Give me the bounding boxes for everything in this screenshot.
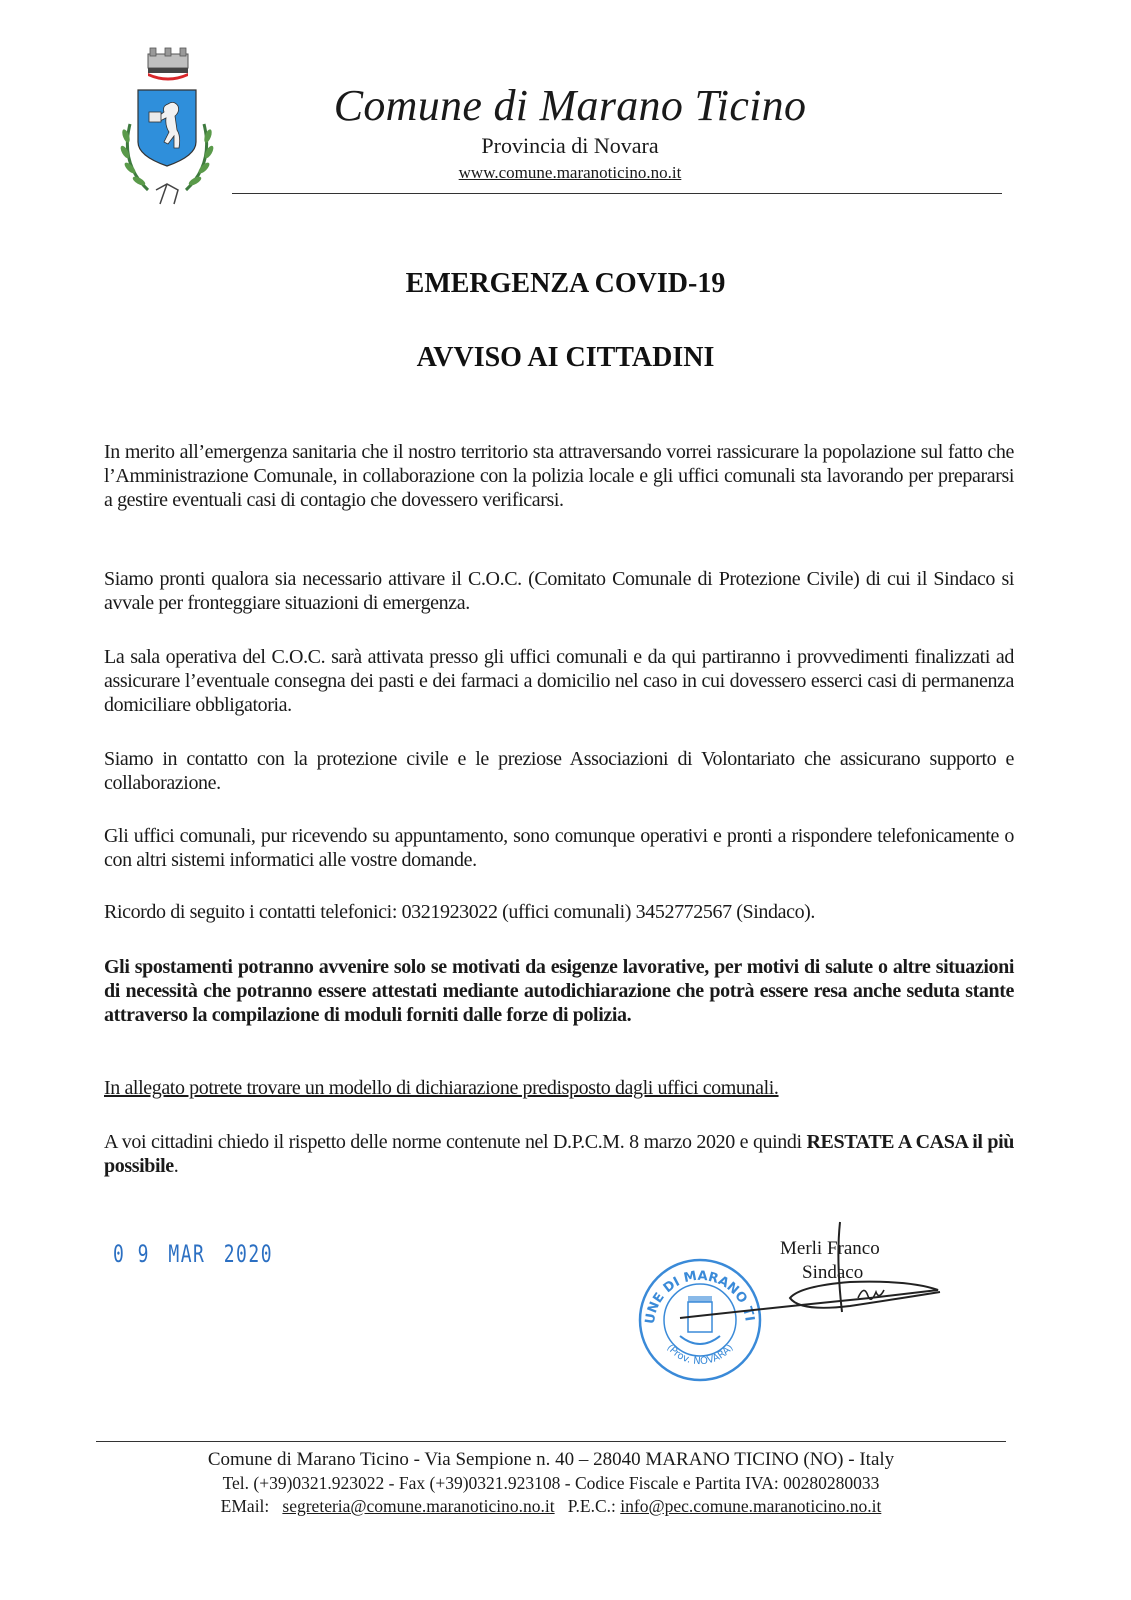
pec-link[interactable]: info@pec.comune.maranoticino.no.it bbox=[620, 1496, 882, 1516]
stay-home-text: A voi cittadini chiedo il rispetto delle norme contenute nel D.P.C.M. 8 marzo 2020 e quindi bbox=[104, 1131, 807, 1153]
footer-address: Comune di Marano Ticino - Via Sempione n. 40 – 28040 MARANO TICINO (NO) - Italy bbox=[207, 1449, 895, 1470]
footer-divider bbox=[96, 1441, 1006, 1442]
paragraph-stay-home bbox=[104, 1130, 1014, 1178]
paragraph-attachment-note: In allegato potrete trovare un modello di dichiarazione predisposto dagli uffici comunali. bbox=[104, 1077, 779, 1099]
paragraph-movement-rules: Gli spostamenti potranno avvenire solo se motivati da esigenze lavorative, per motivi di salute o altre situazioni di necessità che potranno essere attestati mediante autodichiarazione che potrà essere resa anche seduta stante attraverso la compilazione di moduli forniti dalle forze di polizia. bbox=[104, 956, 1014, 1026]
stay-home-end: . bbox=[173, 1155, 179, 1177]
date-stamp-day: 0 9 bbox=[113, 1240, 151, 1268]
footer-phone-fax-vat: Tel. (+39)0321.923022 - Fax (+39)0321.923108 - Codice Fiscale e Partita IVA: 00280280033 bbox=[222, 1473, 880, 1493]
footer-email-line bbox=[96, 1496, 1006, 1517]
paragraph-offices-operational: Gli uffici comunali, pur ricevendo su appuntamento, sono comunque operativi e pronti a rispondere telefonicamente o con altri sistemi informatici alle vostre domande. bbox=[104, 825, 1014, 871]
document-title: EMERGENZA COVID-19 bbox=[405, 268, 726, 299]
website-link[interactable]: www.comune.maranoticino.no.it bbox=[458, 163, 682, 182]
paragraph-phone-contacts: Ricordo di seguito i contatti telefonici: 0321923022 (uffici comunali) 3452772567 (Sindaco). bbox=[104, 901, 816, 923]
stay-home-emphasis: RESTATE A CASA il più possibile bbox=[104, 1131, 1014, 1177]
document-subtitle: AVVISO AI CITTADINI bbox=[416, 342, 715, 373]
paragraph-coc-readiness: Siamo pronti qualora sia necessario attivare il C.O.C. (Comitato Comunale di Protezione Civile) di cui il Sindaco si avvale per fronteggiare situazioni di emergenza. bbox=[104, 568, 1014, 614]
organization-name: Comune di Marano Ticino bbox=[333, 81, 807, 130]
handwritten-signature-icon bbox=[650, 1220, 950, 1340]
crown-icon bbox=[148, 48, 188, 81]
date-stamp bbox=[113, 1240, 279, 1268]
organization-province: Provincia di Novara bbox=[481, 133, 659, 158]
organization-website bbox=[300, 163, 840, 183]
seal-bottom-text: (Prov. NOVARA) bbox=[664, 1342, 736, 1368]
paragraph-operations-room: La sala operativa del C.O.C. sarà attivata presso gli uffici comunali e da qui partiranno i provvedimenti finalizzati ad assicurare l’eventuale consegna dei pasti e dei farmaci a domicilio nel caso in cui dovessero esserci casi di permanenza domiciliare obbligatoria. bbox=[104, 646, 1014, 716]
email-label: EMail: bbox=[220, 1496, 270, 1516]
signer-role: Sindaco bbox=[802, 1262, 864, 1283]
email-link[interactable]: segreteria@comune.maranoticino.no.it bbox=[282, 1496, 555, 1516]
svg-text:(Prov. NOVARA) bbox=[664, 1342, 735, 1367]
date-stamp-month: MAR bbox=[168, 1240, 206, 1268]
signer-name: Merli Franco bbox=[780, 1238, 880, 1259]
seal-top-text: UNE DI MARANO TI bbox=[642, 1268, 757, 1326]
header-divider bbox=[232, 193, 1002, 194]
paragraph-volunteer-associations: Siamo in contatto con la protezione civile e le preziose Associazioni di Volontariato che assicurano supporto e collaborazione. bbox=[104, 748, 1014, 794]
pec-label: P.E.C.: bbox=[567, 1496, 616, 1516]
date-stamp-year: 2020 bbox=[223, 1240, 274, 1268]
municipal-coat-of-arms-icon bbox=[108, 44, 226, 208]
paragraph-emergency-intro: In merito all’emergenza sanitaria che il nostro territorio sta attraversando vorrei rassicurare la popolazione sul fatto che l’Amministrazione Comunale, in collaborazione con la polizia locale e gli uffici comunali sta lavorando per prepararsi a gestire eventuali casi di contagio che dovessero verificarsi. bbox=[104, 441, 1014, 511]
